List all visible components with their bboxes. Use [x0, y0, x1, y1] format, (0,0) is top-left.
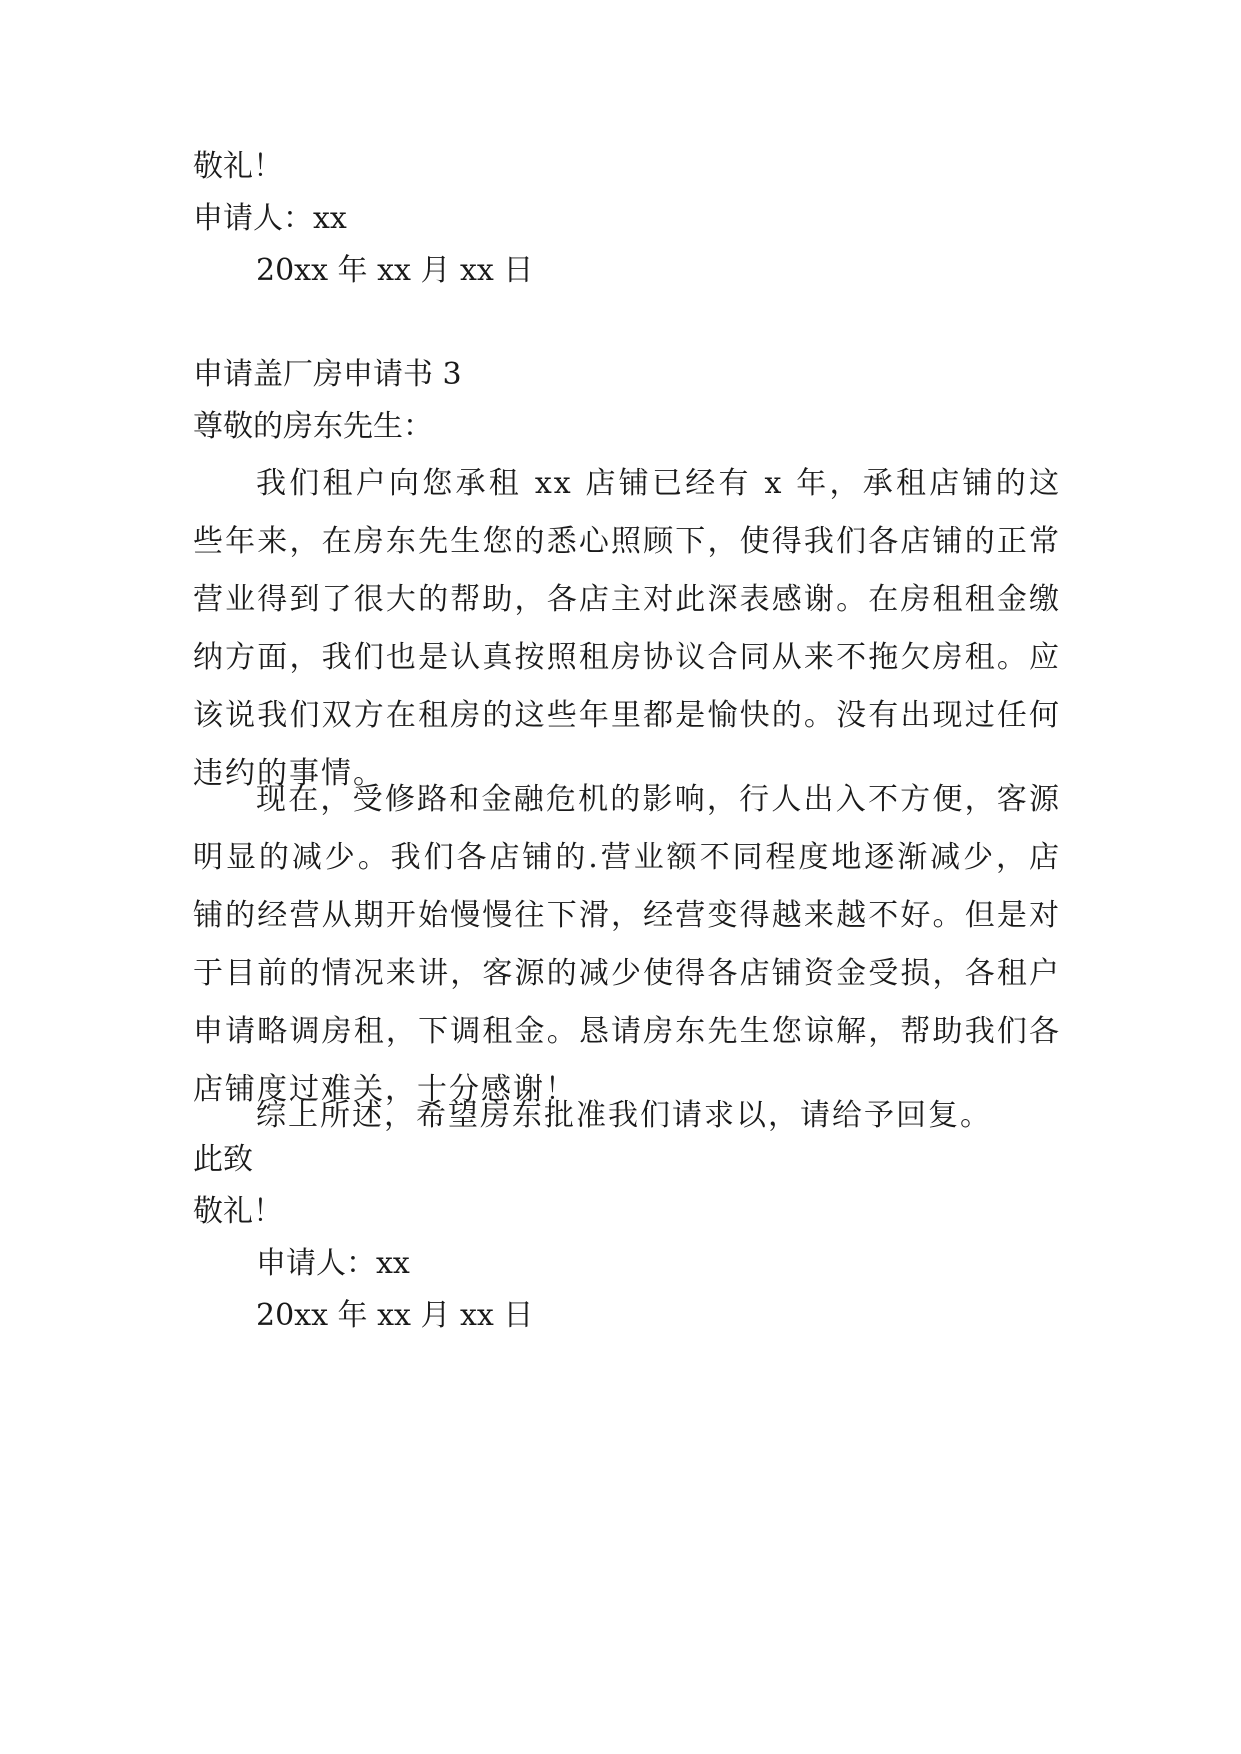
salute-line-2: 敬礼！: [193, 1194, 283, 1229]
salute-line: 敬礼！: [193, 149, 283, 184]
closing-line: 此致: [193, 1142, 253, 1177]
body-paragraph-1: 我们租户向您承租 xx 店铺已经有 x 年，承租店铺的这些年来，在房东先生您的悉心照顾下，使得我们各店铺的正常营业得到了很大的帮助，各店主对此深表感谢。在房租租金缴纳方面，我们也是认真按照租房协议合同从来不拖欠房租。应该说我们双方在租房的这些年里都是愉快的。没有出现过任何违约的事情。: [193, 466, 1061, 791]
body-paragraph-3: 综上所述，希望房东批准我们请求以，请给予回复。: [256, 1098, 992, 1133]
letter-greeting: 尊敬的房东先生：: [193, 409, 433, 444]
letter-title: 申请盖厂房申请书 3: [193, 357, 462, 392]
date-line: 20xx 年 xx 月 xx 日: [256, 253, 534, 288]
applicant-line: 申请人：xx: [193, 201, 347, 236]
body-paragraph-2: 现在，受修路和金融危机的影响，行人出入不方便，客源明显的减少。我们各店铺的.营业额不同程度地逐渐减少，店铺的经营从期开始慢慢往下滑，经营变得越来越不好。但是对于目前的情况来讲，客源的减少使得各店铺资金受损，各租户申请略调房租，下调租金。恳请房东先生您谅解，帮助我们各店铺度过难关，十分感谢！: [193, 782, 1061, 1107]
date-line-2: 20xx 年 xx 月 xx 日: [256, 1298, 534, 1333]
applicant-line-2: 申请人：xx: [256, 1246, 410, 1281]
